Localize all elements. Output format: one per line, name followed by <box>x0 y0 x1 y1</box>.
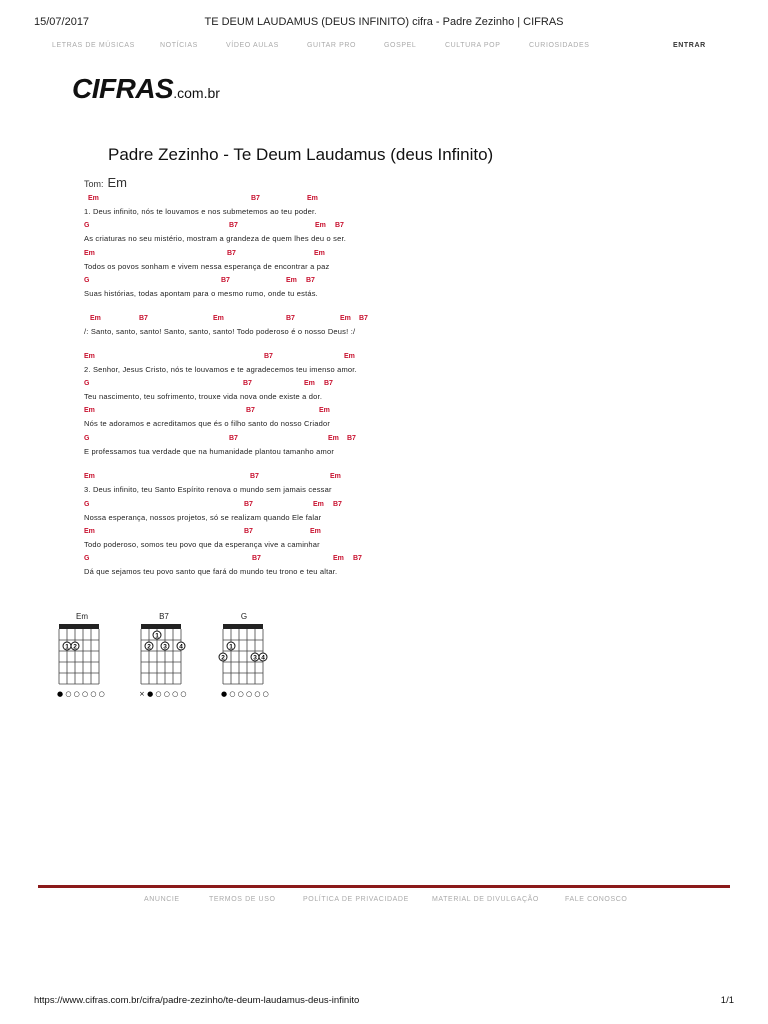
chord[interactable]: Em <box>88 195 99 202</box>
lyric-line <box>84 380 424 406</box>
fretboard <box>52 624 122 704</box>
chord[interactable]: B7 <box>324 380 333 387</box>
lyric-text: Suas histórias, todas apontam para o mesmo rumo, onde tu estás. <box>84 289 318 298</box>
chord[interactable]: B7 <box>243 380 252 387</box>
finger-number: 2 <box>221 654 225 662</box>
chord[interactable]: Em <box>84 353 95 360</box>
nav-item-letras[interactable]: LETRAS DE MÚSICAS <box>52 42 135 49</box>
finger-number: 4 <box>179 643 183 651</box>
finger-number: 3 <box>253 654 257 662</box>
print-date: 15/07/2017 <box>34 16 90 28</box>
string-markers: ● ○ ○ ○ ○ ○ <box>57 690 105 698</box>
fretboard <box>214 624 284 704</box>
lyric-line <box>84 195 424 221</box>
chord[interactable]: G <box>84 277 90 284</box>
chord[interactable]: Em <box>286 277 297 284</box>
lyric-line <box>84 501 424 527</box>
lyric-line <box>84 250 424 276</box>
chord[interactable]: B7 <box>264 353 273 360</box>
lyric-text: Todos os povos sonham e vivem nessa esperança de encontrar a paz <box>84 262 330 271</box>
print-footer <box>34 995 734 1009</box>
chord[interactable]: Em <box>340 315 351 322</box>
print-title: TE DEUM LAUDAMUS (DEUS INFINITO) cifra - Padre Zezinho | CIFRAS <box>204 16 564 28</box>
lyric-line <box>84 473 424 499</box>
chord[interactable]: B7 <box>246 407 255 414</box>
lyric-text: Nós te adoramos e acreditamos que és o filho santo do nosso Criador <box>84 419 331 428</box>
nav-item-noticias[interactable]: NOTÍCIAS <box>160 42 198 49</box>
string-markers: ● ○ ○ ○ ○ ○ <box>221 690 269 698</box>
chord[interactable]: Em <box>310 528 321 535</box>
chord[interactable]: Em <box>330 473 341 480</box>
chord[interactable]: B7 <box>359 315 368 322</box>
chord[interactable]: Em <box>313 501 324 508</box>
finger-number: 3 <box>163 643 167 651</box>
footer-link-anuncie[interactable]: ANUNCIE <box>144 896 180 903</box>
chord[interactable]: Em <box>307 195 318 202</box>
chord[interactable]: Em <box>84 407 95 414</box>
footer-link-contato[interactable]: FALE CONOSCO <box>565 896 628 903</box>
chord[interactable]: G <box>84 380 90 387</box>
chord[interactable]: B7 <box>353 555 362 562</box>
chord[interactable]: Em <box>84 250 95 257</box>
footer-link-divulgacao[interactable]: MATERIAL DE DIVULGAÇÃO <box>432 896 539 903</box>
nav-item-video-aulas[interactable]: VÍDEO AULAS <box>226 42 279 49</box>
site-logo[interactable] <box>72 73 220 107</box>
lyric-line <box>84 435 424 461</box>
diagram-name: B7 <box>159 612 169 621</box>
finger-number: 1 <box>229 643 233 651</box>
chord[interactable]: G <box>84 222 90 229</box>
chord-diagram-b7[interactable] <box>134 612 204 702</box>
diagram-name: G <box>240 612 248 621</box>
lyric-text: As criaturas no seu mistério, mostram a grandeza de quem lhes deu o ser. <box>84 234 347 243</box>
diagram-name: Em <box>76 612 88 621</box>
nav-item-cultura-pop[interactable]: CULTURA POP <box>445 42 501 49</box>
chord-diagram-em[interactable] <box>52 612 122 702</box>
chord[interactable]: Em <box>304 380 315 387</box>
lyric-text: Nossa esperança, nossos projetos, só se realizam quando Ele falar <box>84 513 322 522</box>
page-number: 1/1 <box>720 995 734 1006</box>
lyric-text: E professamos tua verdade que na humanidade plantou tamanho amor <box>84 447 335 456</box>
lyric-line <box>84 277 424 303</box>
lyric-line <box>84 407 424 433</box>
lyric-line <box>84 353 424 379</box>
top-nav <box>52 42 716 54</box>
chord[interactable]: Em <box>315 222 326 229</box>
footer-link-privacidade[interactable]: POLÍTICA DE PRIVACIDADE <box>303 896 409 903</box>
chord[interactable]: B7 <box>250 473 259 480</box>
chord[interactable]: Em <box>84 473 95 480</box>
finger-number: 4 <box>261 654 265 662</box>
chord[interactable]: B7 <box>244 528 253 535</box>
nav-item-guitar-pro[interactable]: GUITAR PRO <box>307 42 357 49</box>
finger-number: 2 <box>73 643 77 651</box>
chord[interactable]: Em <box>319 407 330 414</box>
chord[interactable]: G <box>84 555 90 562</box>
chord[interactable]: B7 <box>333 501 342 508</box>
chord[interactable]: Em <box>328 435 339 442</box>
enter-link[interactable]: ENTRAR <box>673 42 706 49</box>
chord[interactable]: G <box>84 501 90 508</box>
tom-label: Tom: <box>84 179 104 189</box>
lyric-text: Todo poderoso, somos teu povo que da esperança vive a caminhar <box>84 540 320 549</box>
chord[interactable]: B7 <box>139 315 148 322</box>
chord-diagram-g[interactable] <box>214 612 284 702</box>
string-markers: × ● ○ ○ ○ ○ <box>139 690 187 698</box>
lyric-text: 3. Deus infinito, teu Santo Espírito renova o mundo sem jamais cessar <box>84 485 332 494</box>
chord[interactable]: B7 <box>229 222 238 229</box>
finger-number: 2 <box>147 643 151 651</box>
nav-item-curiosidades[interactable]: CURIOSIDADES <box>529 42 590 49</box>
chord[interactable]: G <box>84 435 90 442</box>
lyric-text: 1. Deus infinito, nós te louvamos e nos submetemos ao teu poder. <box>84 207 317 216</box>
footer-divider <box>38 885 730 888</box>
song-title: Padre Zezinho - Te Deum Laudamus (deus Infinito) <box>108 145 494 164</box>
chord[interactable]: B7 <box>227 250 236 257</box>
lyric-line <box>84 315 424 341</box>
finger-number: 1 <box>155 632 159 640</box>
logo-suffix: .com.br <box>173 85 220 101</box>
chord[interactable]: Em <box>84 528 95 535</box>
chord[interactable]: Em <box>314 250 325 257</box>
finger-number: 1 <box>65 643 69 651</box>
chord[interactable]: B7 <box>244 501 253 508</box>
print-header <box>34 16 734 32</box>
lyric-text: /: Santo, santo, santo! Santo, santo, santo! Todo poderoso é o nosso Deus! :/ <box>84 327 356 336</box>
chord[interactable]: B7 <box>252 555 261 562</box>
chord[interactable]: Em <box>90 315 101 322</box>
tom-row <box>84 175 127 190</box>
chord[interactable]: B7 <box>306 277 315 284</box>
chord[interactable]: B7 <box>221 277 230 284</box>
chord[interactable]: Em <box>333 555 344 562</box>
footer-link-termos[interactable]: TERMOS DE USO <box>209 896 276 903</box>
lyric-text: Teu nascimento, teu sofrimento, trouxe vida nova onde existe a dor. <box>84 392 323 401</box>
lyric-text: 2. Senhor, Jesus Cristo, nós te louvamos e te agradecemos teu imenso amor. <box>84 365 357 374</box>
page-url: https://www.cifras.com.br/cifra/padre-zezinho/te-deum-laudamus-deus-infinito <box>34 995 360 1006</box>
chord[interactable]: Em <box>344 353 355 360</box>
chord[interactable]: B7 <box>347 435 356 442</box>
chord[interactable]: Em <box>213 315 224 322</box>
lyric-line <box>84 222 424 248</box>
lyric-line <box>84 555 424 581</box>
tom-key[interactable]: Em <box>107 175 128 190</box>
lyric-line <box>84 528 424 554</box>
footer-nav <box>0 896 768 908</box>
chord[interactable]: B7 <box>229 435 238 442</box>
fretboard <box>134 624 204 704</box>
logo-main: CIFRAS <box>72 73 174 104</box>
chord[interactable]: B7 <box>335 222 344 229</box>
nav-item-gospel[interactable]: GOSPEL <box>384 42 417 49</box>
chord[interactable]: B7 <box>286 315 295 322</box>
lyric-text: Dá que sejamos teu povo santo que fará do mundo teu trono e teu altar. <box>84 567 338 576</box>
chord[interactable]: B7 <box>251 195 260 202</box>
